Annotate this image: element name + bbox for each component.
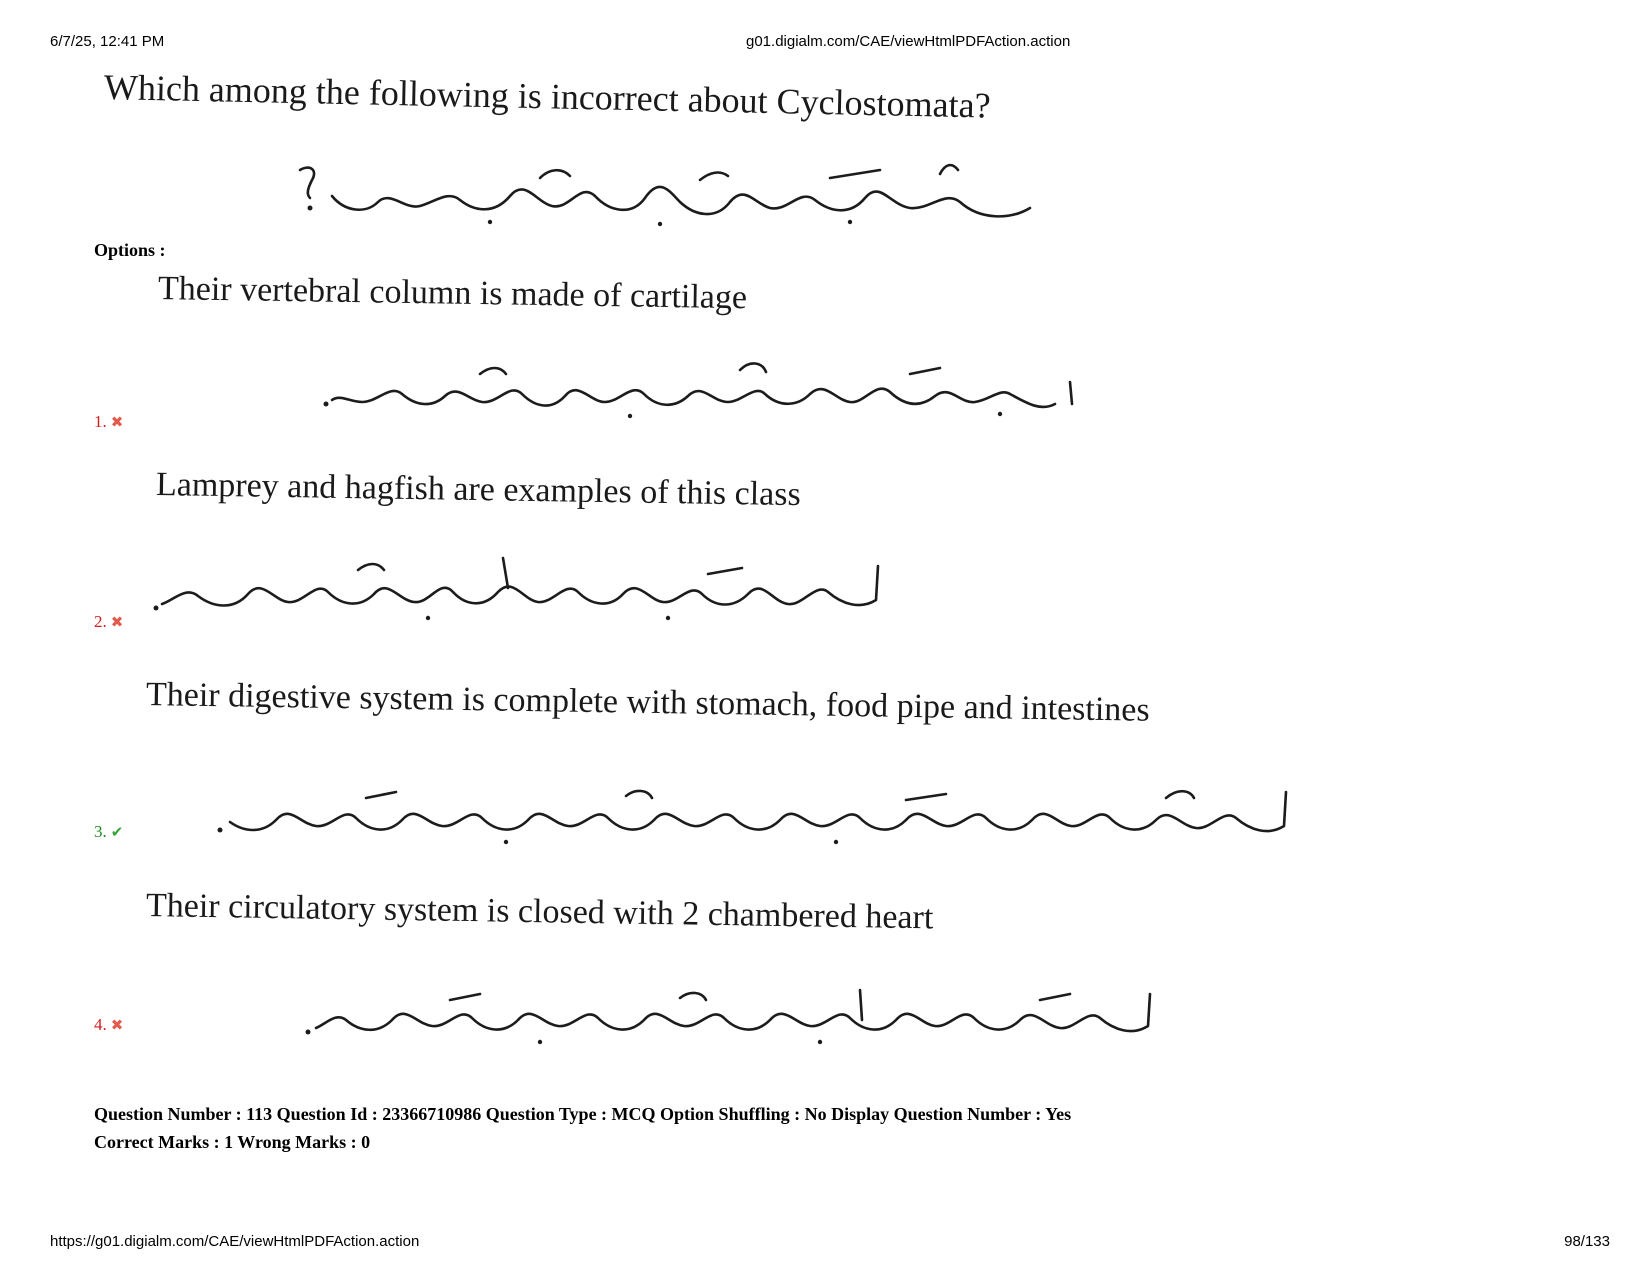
option-4-number: 4. ✖ xyxy=(94,1015,124,1034)
question-text-en: Which among the following is incorrect about Cyclostomata? xyxy=(103,67,991,126)
option-4-text-en: Their circulatory system is closed with 2 chambered heart xyxy=(145,887,934,937)
option-4-text-ur xyxy=(300,980,1160,1050)
option-1-text-en: Their vertebral column is made of cartilage xyxy=(157,270,748,317)
option-1-text-ur xyxy=(310,352,1080,422)
option-3-text-ur xyxy=(206,780,1296,850)
option-2-text-ur xyxy=(148,548,888,628)
option-3-number: 3. ✔ xyxy=(94,822,124,841)
print-datetime: 6/7/25, 12:41 PM xyxy=(50,33,165,50)
print-page-title: g01.digialm.com/CAE/viewHtmlPDFAction.action xyxy=(746,33,1071,50)
option-2-text-en: Lamprey and hagfish are examples of this class xyxy=(155,466,802,514)
check-icon: ✔ xyxy=(110,823,124,841)
print-page-number: 98/133 xyxy=(1564,1233,1610,1250)
cross-icon: ✖ xyxy=(110,613,124,631)
print-footer-url: https://g01.digialm.com/CAE/viewHtmlPDFAction.action xyxy=(50,1233,420,1250)
option-1-number: 1. ✖ xyxy=(94,412,124,431)
options-label: Options : xyxy=(94,240,166,260)
question-text-ur xyxy=(240,150,1040,240)
question-meta-line: Question Number : 113 Question Id : 23366710986 Question Type : MCQ Option Shuffling : No Display Question Number : Yes xyxy=(94,1104,1072,1124)
marks-meta-line: Correct Marks : 1 Wrong Marks : 0 xyxy=(94,1132,371,1152)
option-2-number: 2. ✖ xyxy=(94,612,124,631)
cross-icon: ✖ xyxy=(110,413,124,431)
option-3-text-en: Their digestive system is complete with stomach, food pipe and intestines xyxy=(145,676,1150,729)
cross-icon: ✖ xyxy=(110,1016,124,1034)
